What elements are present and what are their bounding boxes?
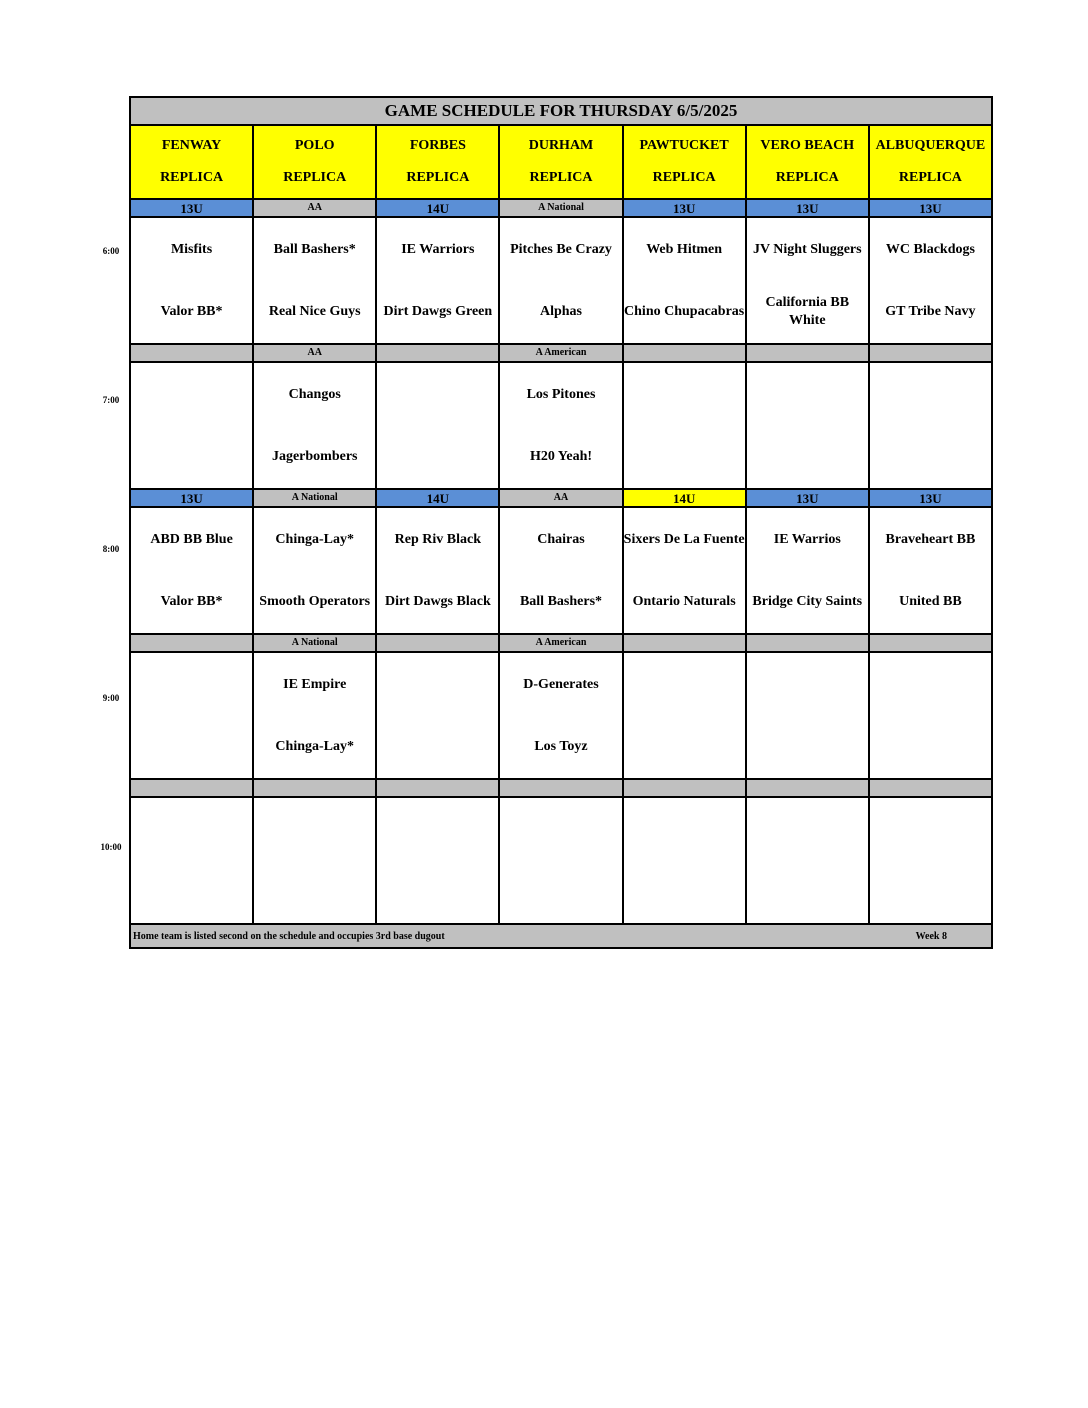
division-label [747, 780, 870, 796]
field-sub: REPLICA [652, 170, 716, 185]
home-team: Dirt Dawgs Green [383, 304, 493, 319]
division-label [500, 780, 623, 796]
game-cell [747, 363, 870, 488]
division-label: 13U [747, 200, 870, 216]
division-label [254, 780, 377, 796]
home-team [131, 862, 252, 922]
week-label: Week 8 [915, 930, 947, 942]
division-label: 13U [131, 200, 254, 216]
away-team: Rep Riv Black [394, 532, 482, 547]
away-team: Chinga-Lay* [275, 532, 354, 547]
game-cell [377, 653, 500, 778]
field-name: ALBUQUERQUE [875, 138, 986, 153]
division-label: A American [500, 345, 623, 361]
home-team: Chino Chupacabras [624, 304, 745, 319]
away-team: JV Night Sluggers [752, 242, 862, 257]
home-team [377, 427, 498, 487]
away-team [624, 653, 745, 717]
game-cell [131, 218, 254, 343]
home-team: Ontario Naturals [632, 594, 736, 609]
home-team: H20 Yeah! [529, 449, 593, 464]
field-header [131, 126, 254, 198]
home-team: GT Tribe Navy [885, 304, 976, 319]
division-label [377, 345, 500, 361]
away-team: D-Generates [523, 677, 599, 692]
field-header [377, 126, 500, 198]
division-label [870, 635, 991, 651]
division-label [870, 345, 991, 361]
division-band [131, 345, 991, 363]
home-team: Valor BB* [160, 594, 223, 609]
game-cell [377, 218, 500, 343]
home-team [747, 427, 868, 487]
away-team [747, 363, 868, 427]
field-header [254, 126, 377, 198]
game-cell [747, 218, 870, 343]
division-label: 14U [377, 200, 500, 216]
division-label: AA [254, 345, 377, 361]
away-team [870, 363, 991, 427]
game-row [131, 218, 991, 345]
away-team: IE Warrios [773, 532, 841, 547]
away-team [870, 798, 991, 862]
away-team: IE Empire [283, 677, 347, 692]
game-cell [870, 508, 991, 633]
field-sub: REPLICA [529, 170, 593, 185]
field-name: FORBES [409, 138, 466, 153]
game-cell [747, 653, 870, 778]
division-band [131, 490, 991, 508]
away-team [624, 798, 745, 862]
game-cell [377, 363, 500, 488]
away-team [500, 798, 621, 862]
field-header-row [131, 126, 991, 200]
away-team: Web Hitmen [646, 242, 723, 257]
time-label: 9:00 [102, 693, 120, 703]
game-cell [870, 218, 991, 343]
home-team [131, 427, 252, 487]
home-team: United BB [899, 594, 962, 609]
home-team: Jagerbombers [271, 449, 358, 464]
home-team: Dirt Dawgs Black [384, 594, 491, 609]
home-team: Los Toyz [534, 739, 588, 754]
away-team: WC Blackdogs [885, 242, 975, 257]
home-team: Valor BB* [160, 304, 223, 319]
away-team: Misfits [170, 242, 213, 257]
away-team: Changos [288, 387, 341, 402]
division-label: 13U [870, 200, 991, 216]
game-cell [500, 363, 623, 488]
home-team [624, 862, 745, 922]
division-label: A National [254, 635, 377, 651]
division-label [131, 635, 254, 651]
home-team: Ball Bashers* [519, 594, 603, 609]
division-label [624, 780, 747, 796]
game-cell [500, 218, 623, 343]
home-team [870, 862, 991, 922]
division-label: AA [254, 200, 377, 216]
away-team: ABD BB Blue [150, 532, 233, 547]
division-label: A National [500, 200, 623, 216]
away-team: Los Pitones [526, 387, 596, 402]
home-team [500, 862, 621, 922]
field-name: DURHAM [528, 138, 594, 153]
away-team: Ball Bashers* [273, 242, 356, 257]
division-label: A American [500, 635, 623, 651]
away-team: IE Warriors [401, 242, 475, 257]
home-team: Chinga-Lay* [275, 739, 354, 754]
division-band [131, 635, 991, 653]
away-team [131, 363, 252, 427]
home-team [377, 862, 498, 922]
game-cell [377, 798, 500, 923]
game-cell [624, 363, 747, 488]
field-name: POLO [294, 138, 335, 153]
game-row [131, 508, 991, 635]
time-label: 7:00 [102, 395, 120, 405]
game-cell [870, 798, 991, 923]
division-label [624, 635, 747, 651]
game-row [131, 363, 991, 490]
division-label [747, 635, 870, 651]
game-cell [624, 218, 747, 343]
game-cell [254, 218, 377, 343]
field-sub: REPLICA [160, 170, 224, 185]
home-team: California BB White [765, 295, 850, 328]
game-cell [254, 508, 377, 633]
division-label: 14U [624, 490, 747, 506]
home-team [870, 717, 991, 777]
game-cell [747, 508, 870, 633]
game-cell [131, 363, 254, 488]
home-team [624, 717, 745, 777]
division-label: 13U [870, 490, 991, 506]
game-cell [254, 653, 377, 778]
field-sub: REPLICA [283, 170, 347, 185]
away-team [254, 798, 375, 862]
field-header [624, 126, 747, 198]
division-label [747, 345, 870, 361]
field-name: VERO BEACH [760, 138, 855, 153]
field-sub: REPLICA [775, 170, 839, 185]
away-team [377, 363, 498, 427]
away-team [747, 653, 868, 717]
away-team [747, 798, 868, 862]
game-cell [500, 653, 623, 778]
game-row [131, 798, 991, 925]
home-team [131, 717, 252, 777]
game-cell [624, 798, 747, 923]
home-team [377, 717, 498, 777]
division-label [377, 780, 500, 796]
time-slots [131, 200, 991, 925]
field-header [747, 126, 870, 198]
division-label: 13U [747, 490, 870, 506]
time-label: 6:00 [102, 246, 120, 256]
away-team [377, 653, 498, 717]
field-header [500, 126, 623, 198]
away-team [131, 653, 252, 717]
away-team [131, 798, 252, 862]
away-team [377, 798, 498, 862]
home-team: Bridge City Saints [752, 594, 863, 609]
game-cell [624, 653, 747, 778]
time-label: 10:00 [100, 842, 122, 852]
division-label [377, 635, 500, 651]
field-header [870, 126, 991, 198]
game-cell [870, 653, 991, 778]
game-cell [377, 508, 500, 633]
away-team: Sixers De La Fuente [623, 532, 745, 547]
game-cell [131, 798, 254, 923]
time-label: 8:00 [102, 544, 120, 554]
game-cell [870, 363, 991, 488]
division-label [624, 345, 747, 361]
division-band [131, 780, 991, 798]
schedule-sheet [129, 96, 993, 949]
home-team [747, 862, 868, 922]
division-label: AA [500, 490, 623, 506]
schedule-footer [131, 925, 991, 947]
field-name: PAWTUCKET [639, 138, 729, 153]
division-label: 14U [377, 490, 500, 506]
division-label: A National [254, 490, 377, 506]
schedule-title: GAME SCHEDULE FOR THURSDAY 6/5/2025 [131, 98, 991, 126]
game-cell [747, 798, 870, 923]
game-cell [500, 798, 623, 923]
game-cell [254, 798, 377, 923]
game-cell [131, 653, 254, 778]
away-team: Pitches Be Crazy [510, 242, 612, 257]
away-team [870, 653, 991, 717]
game-cell [254, 363, 377, 488]
game-cell [131, 508, 254, 633]
field-sub: REPLICA [406, 170, 470, 185]
away-team: Braveheart BB [885, 532, 976, 547]
game-row [131, 653, 991, 780]
home-team [624, 427, 745, 487]
division-label [870, 780, 991, 796]
footer-note: Home team is listed second on the schedule and occupies 3rd base dugout [133, 930, 445, 942]
home-team: Real Nice Guys [268, 304, 361, 319]
home-team [254, 862, 375, 922]
home-team [747, 717, 868, 777]
away-team [624, 363, 745, 427]
away-team: Chairas [537, 532, 585, 547]
division-band [131, 200, 991, 218]
division-label [131, 780, 254, 796]
division-label: 13U [131, 490, 254, 506]
field-name: FENWAY [161, 138, 222, 153]
home-team: Alphas [539, 304, 582, 319]
field-sub: REPLICA [898, 170, 962, 185]
game-cell [624, 508, 747, 633]
division-label [131, 345, 254, 361]
home-team [870, 427, 991, 487]
division-label: 13U [624, 200, 747, 216]
home-team: Smooth Operators [259, 594, 371, 609]
game-cell [500, 508, 623, 633]
